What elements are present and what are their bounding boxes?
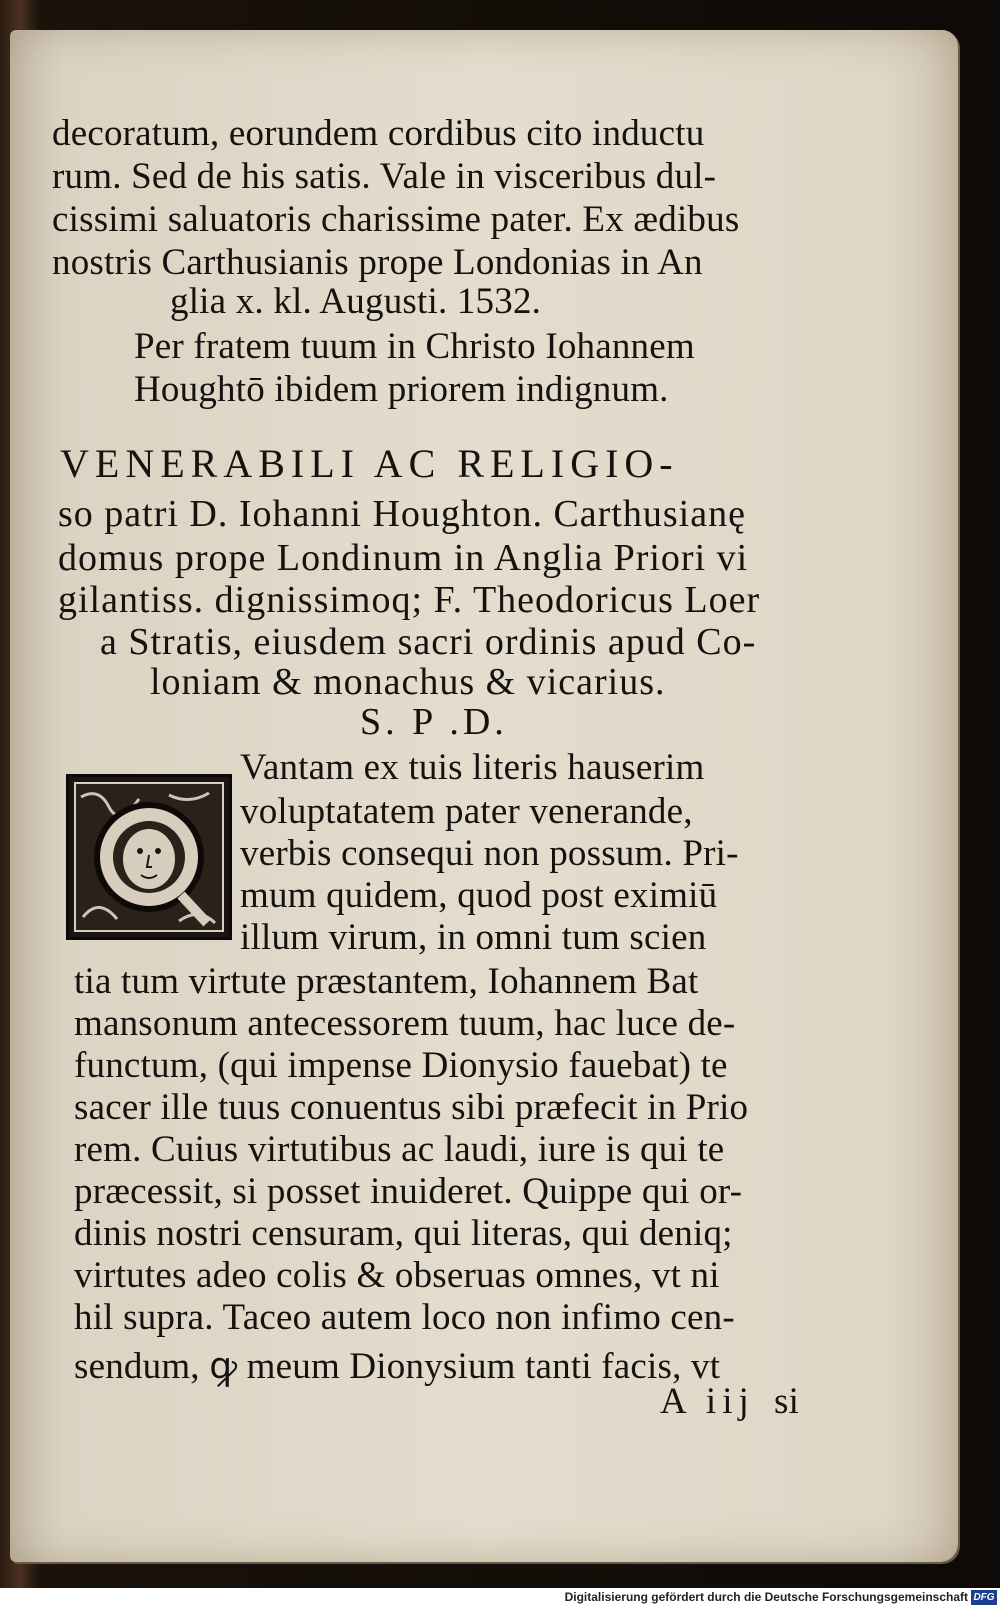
text-line: cissimi saluatoris charissime pater. Ex ædibus (52, 199, 740, 240)
text-line: dinis nostri censuram, qui literas, qui deniq; (74, 1213, 733, 1254)
text-line: loniam & monachus & vicarius. (150, 661, 666, 703)
decorated-initial (66, 774, 232, 940)
text-line: hil supra. Taceo autem loco non infimo cen- (74, 1297, 735, 1338)
text-line: voluptatatem pater venerande, (240, 791, 693, 832)
footer-bar (0, 1588, 1000, 1609)
dedication-title: VENERABILI AC RELIGIO- (60, 441, 679, 486)
text-line: a Stratis, eiusdem sacri ordinis apud Co- (100, 621, 757, 663)
text-line: sacer ille tuus conuentus sibi præfecit in Prio (74, 1087, 749, 1128)
text-line: virtutes adeo colis & obseruas omnes, vt ni (74, 1255, 720, 1296)
initial-q-woodcut (69, 777, 229, 937)
text-line: nostris Carthusianis prope Londonias in An (52, 242, 703, 283)
text-line: so patri D. Iohanni Houghton. Carthusianę (58, 493, 746, 535)
text-line: rum. Sed de his satis. Vale in visceribus dul- (52, 156, 717, 197)
text-line: functum, (qui impense Dionysio fauebat) te (74, 1045, 728, 1086)
signature-line: Per fratem tuum in Christo Iohannem (134, 326, 695, 367)
signature-line: Houghtō ibidem priorem indignum. (134, 369, 669, 410)
text-line: gilantiss. dignissimoq; F. Theodoricus Loer (58, 579, 761, 621)
footer-credit: Digitalisierung gefördert durch die Deutsche Forschungsgemeinschaft (564, 1590, 968, 1604)
dfg-logo: DFG (971, 1590, 997, 1605)
text-line: illum virum, in omni tum scien (240, 917, 707, 958)
text-line: mansonum antecessorem tuum, hac luce de- (74, 1003, 736, 1044)
text-line: rem. Cuius virtutibus ac laudi, iure is qui te (74, 1129, 725, 1170)
date-line: glia x. kl. Augusti. 1532. (170, 281, 542, 322)
text-line: præcessit, si posset inuideret. Quippe qui or- (74, 1171, 743, 1212)
text-line: sendum, ꝙ meum Dionysium tanti facis, vt (74, 1346, 721, 1387)
catchword: si (774, 1381, 800, 1422)
text-line: mum quidem, quod post eximiū (240, 875, 718, 916)
text-line: Vantam ex tuis literis hauserim (240, 747, 705, 788)
text-line: verbis consequi non possum. Pri- (240, 833, 739, 874)
text-line: domus prope Londinum in Anglia Priori vi (58, 537, 749, 579)
signature-mark: A iij (660, 1381, 755, 1422)
text-line: decoratum, eorundem cordibus cito inductu (52, 113, 705, 154)
salutation: S. P .D. (360, 701, 508, 743)
text-line: tia tum virtute præstantem, Iohannem Bat (74, 961, 699, 1002)
